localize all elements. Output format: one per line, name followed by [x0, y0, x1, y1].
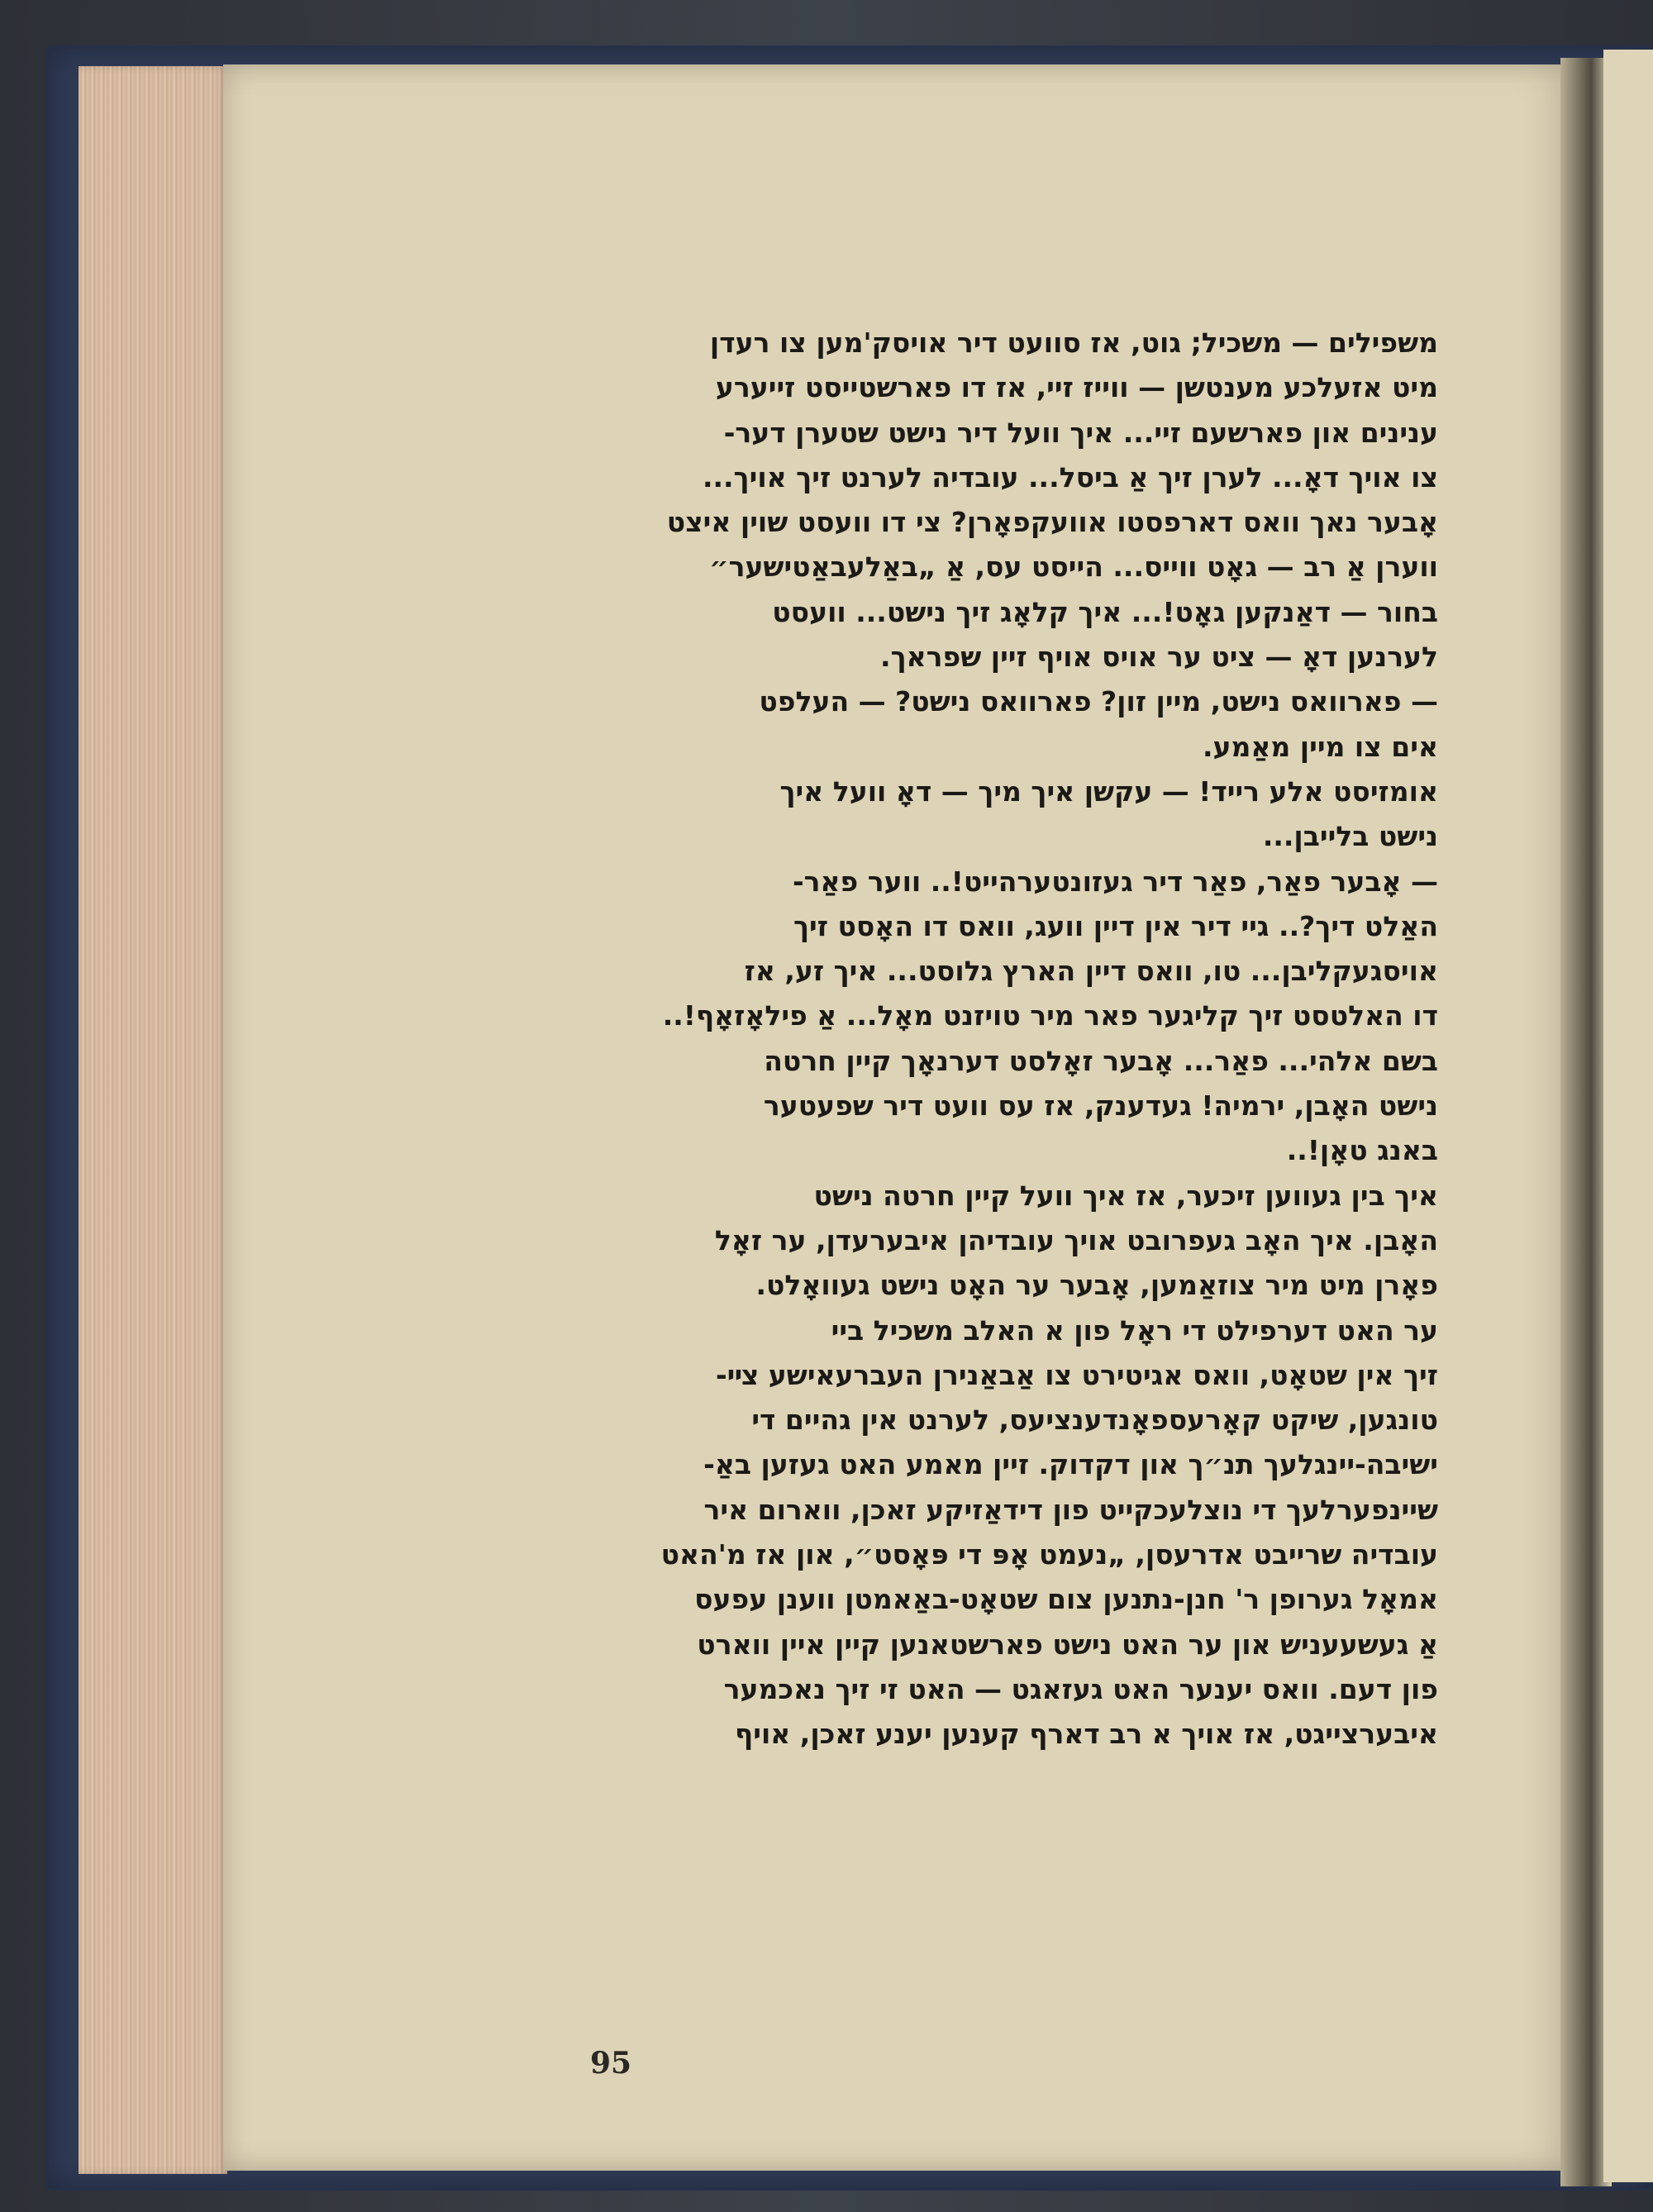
- text-line: אַ געשעעניש און ער האט נישט פארשטאנען קיין איין ווארט: [697, 1628, 1438, 1661]
- text-line: אים צו מיין מאַמע.: [1203, 730, 1438, 763]
- text-line: — פארוואס נישט, מיין זון? פארוואס נישט? — העלפט: [759, 685, 1438, 718]
- text-line: שיינפערלעך די נוצלעכקייט פון דידאַזיקע זאכן, ווארום איר: [703, 1493, 1438, 1526]
- text-line: איבערצייגט, אז אויך א רב דארף קענען יענע זאכן, אויף: [734, 1718, 1438, 1751]
- page-number: 95: [590, 2046, 632, 2081]
- text-line: לערנען דאָ — ציט ער אויס אויף זיין שפראך.: [880, 641, 1438, 674]
- text-line: משפילים — משכיל; גוט, אז סוועט דיר אויסק'מען צו רעדן: [709, 327, 1438, 359]
- text-line: צו אויך דאָ... לערן זיך אַ ביסל... עובדיה לערנט זיך אויך...: [702, 460, 1438, 493]
- text-line: נישט האָבן, ירמיה! געדענק, אז עס וועט דיר שפעטער: [763, 1089, 1438, 1123]
- text-line: פון דעם. וואס יענער האט געזאגט — האט זי זיך נאכמער: [723, 1672, 1438, 1705]
- text-line: נישט בלייבן...: [1262, 820, 1438, 853]
- text-line: טונגען, שיקט קאָרעספאָנדענציעס, לערנט אין גהיים די: [751, 1404, 1438, 1437]
- text-line: אָבער נאך וואס דארפסטו אוועקפאָרן? צי דו וועסט שוין איצט: [666, 506, 1438, 539]
- text-line: אויסגעקליבן... טו, וואס דיין הארץ גלוסט... איך זע, אז: [744, 955, 1438, 988]
- text-line: מיט אזעלכע מענטשן — ווייז זיי, אז דו פארשטייסט זייערע: [715, 371, 1438, 404]
- text-line: ישיבה-יינגלעך תנ״ך און דקדוק. זיין מאמע האט געזען באַ-: [703, 1448, 1438, 1481]
- next-page-edge: [1603, 50, 1653, 2182]
- text-line: איך בין געווען זיכער, אז איך וועל קיין חרטה נישט: [813, 1179, 1438, 1212]
- text-line: ווערן אַ רב — גאָט ווייס... הייסט עס, אַ „באַלעבאַטישער״: [709, 551, 1438, 584]
- text-line: ער האט דערפילט די ראָל פון א האלב משכיל ביי: [831, 1313, 1438, 1347]
- page-text: [533, 321, 1438, 1757]
- text-line: עובדיה שרייבט אדרעסן, „נעמט אָפּ די פּאָסט״, און אז מ'האט: [660, 1538, 1438, 1571]
- text-line: האָבן. איך האָב געפרובט אויך עובדיהן איבערעדן, ער זאָל: [714, 1223, 1438, 1256]
- text-line: האַלט דיך?.. גיי דיר אין דיין וועג, וואס דו האָסט זיך: [793, 909, 1438, 942]
- text-line: זיך אין שטאָט, וואס אגיטירט צו אַבאַנירן העברעאישע צײ-: [715, 1358, 1438, 1391]
- text-line: — אָבער פאַר, פאַר דיר געזונטערהייט!.. ווער פאַר-: [792, 865, 1438, 898]
- page-edges: [79, 66, 227, 2174]
- text-line: ענינים און פארשעם זיי... איך וועל דיר נישט שטערן דער-: [723, 416, 1438, 449]
- text-line: בשם אלהי... פאַר... אָבער זאָלסט דערנאָך קיין חרטה: [764, 1044, 1438, 1077]
- text-line: אמאָל גערופן ר' חנן-נתנען צום שטאָט-באַאמטן ווענן עפעס: [694, 1583, 1438, 1616]
- text-line: אומזיסט אלע רייד! — עקשן איך מיך — דאָ וועל איך: [779, 775, 1438, 808]
- text-line: באנג טאָן!..: [1286, 1134, 1438, 1167]
- text-line: פאָרן מיט מיר צוזאַמען, אָבער ער האָט נישט געוואָלט.: [755, 1269, 1438, 1302]
- text-line: בחור — דאַנקען גאָט!... איך קלאָג זיך נישט... וועסט: [772, 595, 1438, 628]
- text-line: דו האלטסט זיך קליגער פאר מיר טויזנט מאָל... אַ פילאָזאָף!..: [662, 999, 1438, 1032]
